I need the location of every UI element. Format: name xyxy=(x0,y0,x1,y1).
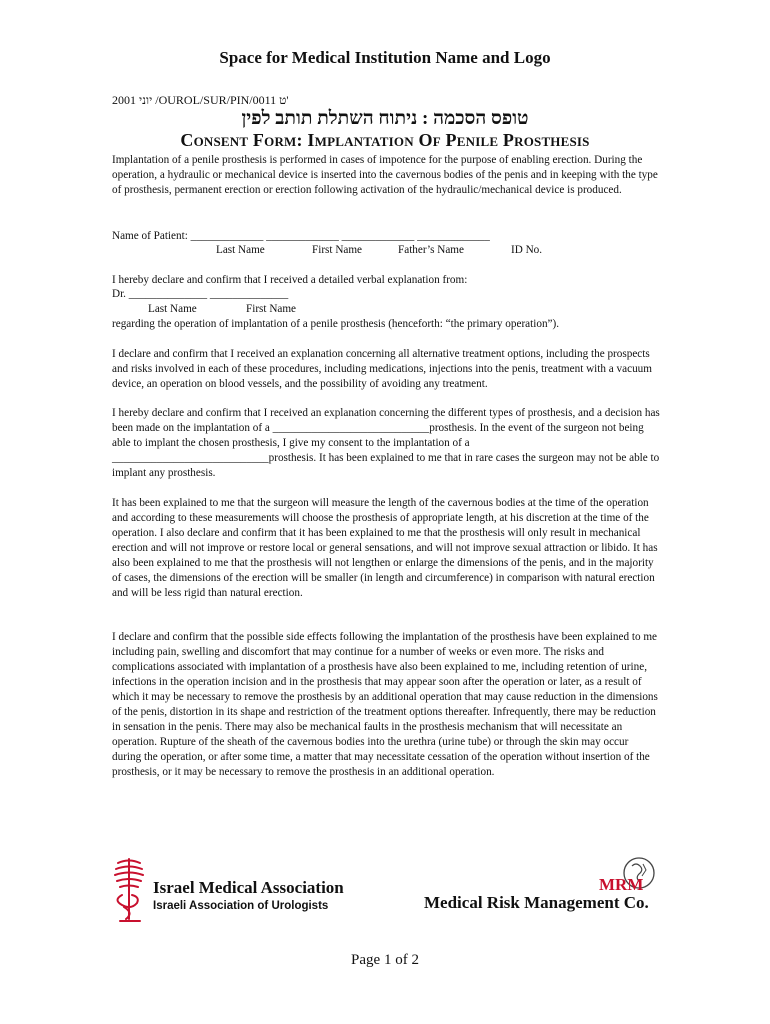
page-number: Page 1 of 2 xyxy=(351,952,419,968)
regarding-line: regarding the operation of implantation of a penile prosthesis (henceforth: “the primary operation”). xyxy=(112,318,560,330)
doctor-declaration: I hereby declare and confirm that I received a detailed verbal explanation from: xyxy=(112,274,468,286)
israeli-association-urologists: Israeli Association of Urologists xyxy=(153,900,329,912)
patient-name-line: Name of Patient: _____________ _____________ _____________ _____________ xyxy=(112,230,490,242)
doctor-name-line: Dr. ______________ ______________ xyxy=(112,288,289,300)
israel-medical-association: Israel Medical Association xyxy=(153,878,344,897)
alternatives-paragraph: I declare and confirm that I received an explanation concerning all alternative treatment options, including the prospects and risks involved in each of these procedures, including medications, injections into the penis, treatment with a vacuum device, an operation on blood vessels, and the possibility of avoiding any treatment. xyxy=(112,348,652,390)
intro-paragraph: Implantation of a penile prosthesis is performed in cases of impotence for the purpose of enabling erection. During the operation, a hydraulic or mechanical device is inserted into the cavernous bodies of the penis and in keeping with the type of prosthesis, permanent erection or erection following activation of the hydraulic/mechanical device is produced. xyxy=(112,154,658,196)
patient-last-name-label: Last Name xyxy=(216,244,265,256)
medical-risk-management: Medical Risk Management Co. xyxy=(424,893,649,912)
patient-id-label: ID No. xyxy=(511,244,543,256)
side-effects-paragraph: I declare and confirm that the possible side effects following the implantation of the prosthesis have been explained to me including pain, swelling and discomfort that may continue for a number of weeks or even more. The risks and complications associated with implantation of a prosthesis have also been explained to me, including retention of urine, infections in the operation incision and in the prosthesis that may appear soon after the operation or later, as a result of which it may be necessary to remove the prosthesis by an additional operation that may cause reduction in the dimensions of the penis, distortion in its shape and restriction of the treatment options thereafter. Infrequently, there may be reduction in sensation in the penis. There may also be mechanical faults in the prosthesis mechanism that will necessitate an operation. Rupture of the sheath of the cavernous bodies into the urethra (urine tube) or through the skin may occur during the operation, or after some time, a matter that may necessitate cessation of the operation without insertion of the prosthesis, or it may be necessary to remove the prosthesis in an additional operation. xyxy=(112,631,658,778)
prosthesis-types-paragraph: I hereby declare and confirm that I received an explanation concerning the different types of prosthesis, and a decision has been made on the implantation of a ____________________________prosthesis. In the event of the surgeon not being able to implant the chosen prosthesis, I give my consent to the implantation of a ____________________________prosthesis. It has been explained to me that in rare cases the surgeon may not be able to implant any prosthesis. xyxy=(112,407,660,479)
doctor-first-name-label: First Name xyxy=(246,303,297,315)
mrm-logo-text: MRM xyxy=(599,875,644,894)
menorah-staff-logo-icon xyxy=(110,855,150,923)
length-paragraph: It has been explained to me that the surgeon will measure the length of the cavernous bodies at the time of the operation and according to these measurements will choose the prosthesis of appropriate length, at his discretion at the time of the operation. I also declare and confirm that it has been explained to me that the prosthesis will only result in mechanical erection and will not improve or restore local or general sensations, and will not improve sexual attraction or libido. It has also been explained to me that the prosthesis will not lengthen or enlarge the dimensions of the penis, and in the majority of cases, the dimensions of the erection will be smaller (in length and circumference) in comparison with natural erection and will be less rigid than natural erection. xyxy=(112,497,658,599)
doctor-last-name-label: Last Name xyxy=(148,303,197,315)
document-code: 2001 יוני /OUROL/SUR/PIN/0011 ט' xyxy=(112,93,289,107)
patient-father-name-label: Father’s Name xyxy=(398,244,464,256)
hebrew-title: טופס הסכמה : ניתוח השתלת תותב לפין xyxy=(241,108,529,129)
form-title: Consent Form: Implantation Of Penile Prosthesis xyxy=(180,130,590,150)
patient-first-name-label: First Name xyxy=(312,244,363,256)
institution-placeholder: Space for Medical Institution Name and Logo xyxy=(219,48,551,67)
